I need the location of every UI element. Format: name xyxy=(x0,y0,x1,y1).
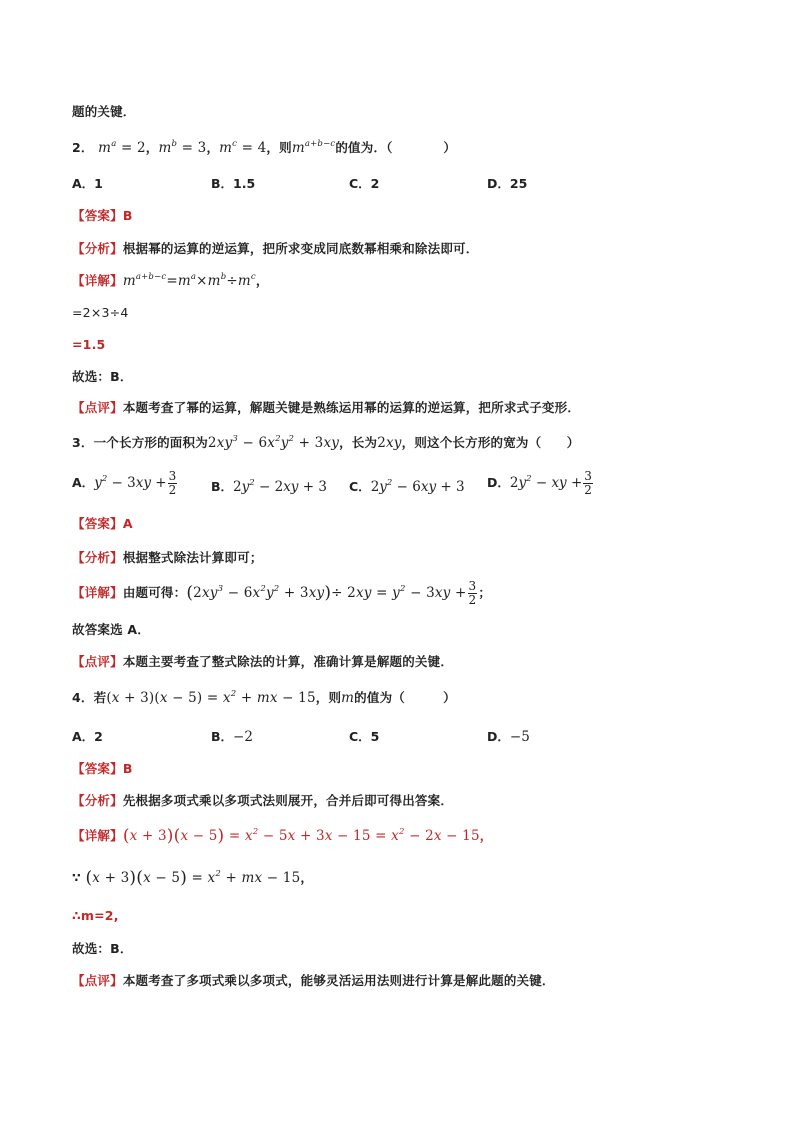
analysis: 【分析】根据整式除法计算即可； xyxy=(72,550,263,565)
choose-line: 故选：B． xyxy=(72,941,133,956)
comment: 【点评】本题考查了幂的运算，解题关键是熟练运用幂的运算的逆运算，把所求式子变形． xyxy=(72,400,581,415)
comment: 【点评】本题主要考查了整式除法的计算，准确计算是解题的关键． xyxy=(72,654,454,669)
answer: 【答案】B xyxy=(72,761,133,776)
analysis: 【分析】根据幂的运算的逆运算，把所求变成同底数幂相乘和除法即可． xyxy=(72,241,479,256)
option-d: D．25 xyxy=(487,176,528,191)
answer: 【答案】A xyxy=(72,516,133,531)
option-d: D．−5 xyxy=(487,729,530,745)
option-b: B．$2y^2 - 2xy + 3$ xyxy=(211,478,327,495)
detail: 【详解】$m^{a+b-c}=m^a\times m^b\div m^c$， xyxy=(72,272,269,289)
choose-line: 故答案选 A． xyxy=(72,622,150,637)
option-a: A．$y^2 - 3xy$ + $\frac{3}{2}$ xyxy=(72,469,177,497)
option-c: C．$2y^2 - 6xy + 3$ xyxy=(349,478,465,495)
question-4: 4．若$(x + 3)(x - 5) = x^2$ + mx − 15，则m的值为（ ） xyxy=(72,689,456,706)
text-line: 题的关键． xyxy=(72,104,136,119)
question-3: 3．一个长方形的面积为$2xy^3 - 6x^2y^2 + 3xy$，长为2xy，则这个长方形的宽为（ ） xyxy=(72,434,580,451)
option-d: D．$2y^2$ − xy + $\frac{3}{2}$ xyxy=(487,469,592,497)
detail: 【详解】由题可得：$(2xy^3 - 6x^2y^2 + 3xy)\div 2xy = y^2 - 3xy$ + $\frac{3}{2}$ ； xyxy=(72,579,492,607)
question-2: 2． $m^a = 2$，$m^b = 3$，$m^c = 4$，则$m^{a+b-c}$的值为．（ ） xyxy=(72,139,457,156)
option-b: B．1.5 xyxy=(211,176,256,191)
detail-step: =2×3÷4 xyxy=(72,305,129,320)
comment: 【点评】本题考查了多项式乘以多项式，能够灵活运用法则进行计算是解此题的关键． xyxy=(72,973,555,988)
detail-step: =1.5 xyxy=(72,337,106,352)
choose-line: 故选：B． xyxy=(72,369,133,384)
therefore-line: ∴m=2, xyxy=(72,908,119,923)
detail: 【详解】$(x + 3)(x - 5) = x^2 - 5x + 3x - 15 = x^2 - 2x - 15$， xyxy=(72,826,493,846)
option-c: C．2 xyxy=(349,176,380,191)
because-line: ∵ $(x + 3)(x - 5) = x^2$ + mx − 15， xyxy=(72,868,314,888)
option-c: C．5 xyxy=(349,729,380,744)
answer: 【答案】B xyxy=(72,208,133,223)
analysis: 【分析】先根据多项式乘以多项式法则展开，合并后即可得出答案． xyxy=(72,793,454,808)
option-b: B．−2 xyxy=(211,729,253,745)
option-a: A．1 xyxy=(72,176,103,191)
option-a: A．2 xyxy=(72,729,103,744)
